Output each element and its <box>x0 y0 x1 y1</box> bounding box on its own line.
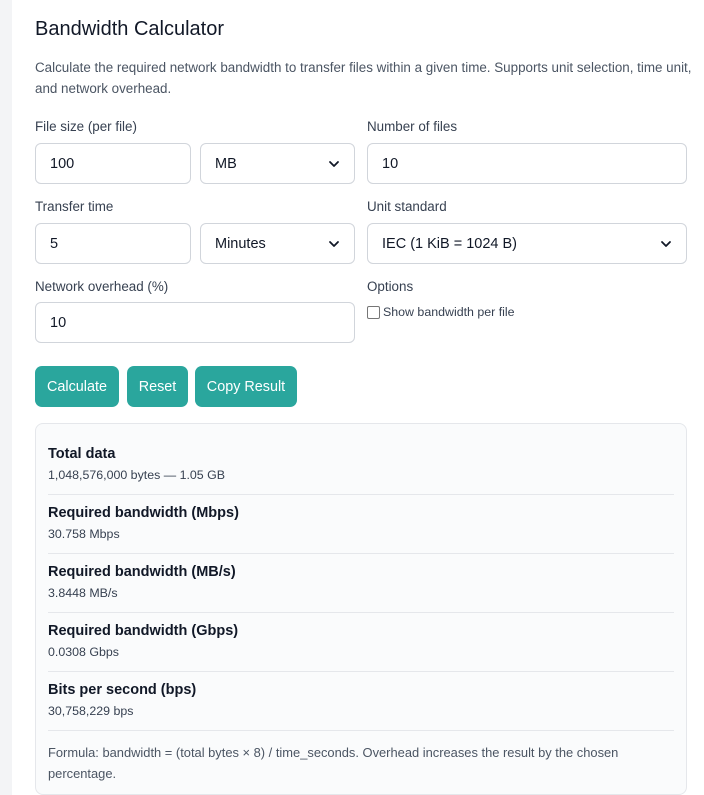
transfer-time-label: Transfer time <box>35 199 114 214</box>
result-divider <box>48 494 674 495</box>
copy-result-button[interactable]: Copy Result <box>195 366 297 407</box>
overhead-value: 10 <box>50 314 67 331</box>
chevron-down-icon <box>660 238 672 250</box>
num-files-value: 10 <box>382 155 399 172</box>
chevron-down-icon <box>328 238 340 250</box>
results-panel <box>35 423 687 795</box>
num-files-label: Number of files <box>367 119 458 134</box>
transfer-time-unit-value: Minutes <box>215 235 266 252</box>
result-title: Total data <box>48 446 116 462</box>
transfer-time-value: 5 <box>50 235 59 252</box>
result-title: Required bandwidth (Gbps) <box>48 623 239 639</box>
result-divider <box>48 671 674 672</box>
result-value: 1,048,576,000 bytes — 1.05 GB <box>48 468 226 482</box>
file-size-value: 100 <box>50 155 75 172</box>
per-file-label: Show bandwidth per file <box>383 305 515 319</box>
file-size-label: File size (per file) <box>35 119 137 134</box>
num-files-input[interactable] <box>367 143 687 184</box>
unit-standard-value: IEC (1 KiB = 1024 B) <box>382 235 517 252</box>
result-title: Bits per second (bps) <box>48 682 197 698</box>
result-divider <box>48 553 674 554</box>
result-title: Required bandwidth (MB/s) <box>48 564 236 580</box>
calculator-card <box>12 0 704 795</box>
unit-standard-select[interactable] <box>367 223 687 264</box>
page-description: Calculate the required network bandwidth to transfer files within a given time. Supports unit selection, time unit, and network overhead. <box>35 60 692 96</box>
per-file-option[interactable] <box>367 305 515 319</box>
result-value: 0.0308 Gbps <box>48 645 119 659</box>
transfer-time-input[interactable] <box>35 223 191 264</box>
formula-note: Formula: bandwidth = (total bytes × 8) / time_seconds. Overhead increases the result by the chosen percentage. <box>48 745 619 781</box>
result-divider <box>48 730 674 731</box>
per-file-checkbox[interactable] <box>367 306 380 319</box>
calculate-button[interactable]: Calculate <box>35 366 119 407</box>
result-divider <box>48 612 674 613</box>
result-value: 3.8448 MB/s <box>48 586 118 600</box>
options-label: Options <box>367 279 414 294</box>
file-size-input[interactable] <box>35 143 191 184</box>
page-title: Bandwidth Calculator <box>35 18 224 40</box>
result-title: Required bandwidth (Mbps) <box>48 505 239 521</box>
file-size-unit-value: MB <box>215 155 237 172</box>
transfer-time-unit-select[interactable] <box>200 223 355 264</box>
chevron-down-icon <box>328 158 340 170</box>
result-value: 30.758 Mbps <box>48 527 120 541</box>
overhead-label: Network overhead (%) <box>35 279 169 294</box>
result-value: 30,758,229 bps <box>48 704 134 718</box>
overhead-input[interactable] <box>35 302 355 343</box>
unit-standard-label: Unit standard <box>367 199 447 214</box>
file-size-unit-select[interactable] <box>200 143 355 184</box>
reset-button[interactable]: Reset <box>127 366 188 407</box>
